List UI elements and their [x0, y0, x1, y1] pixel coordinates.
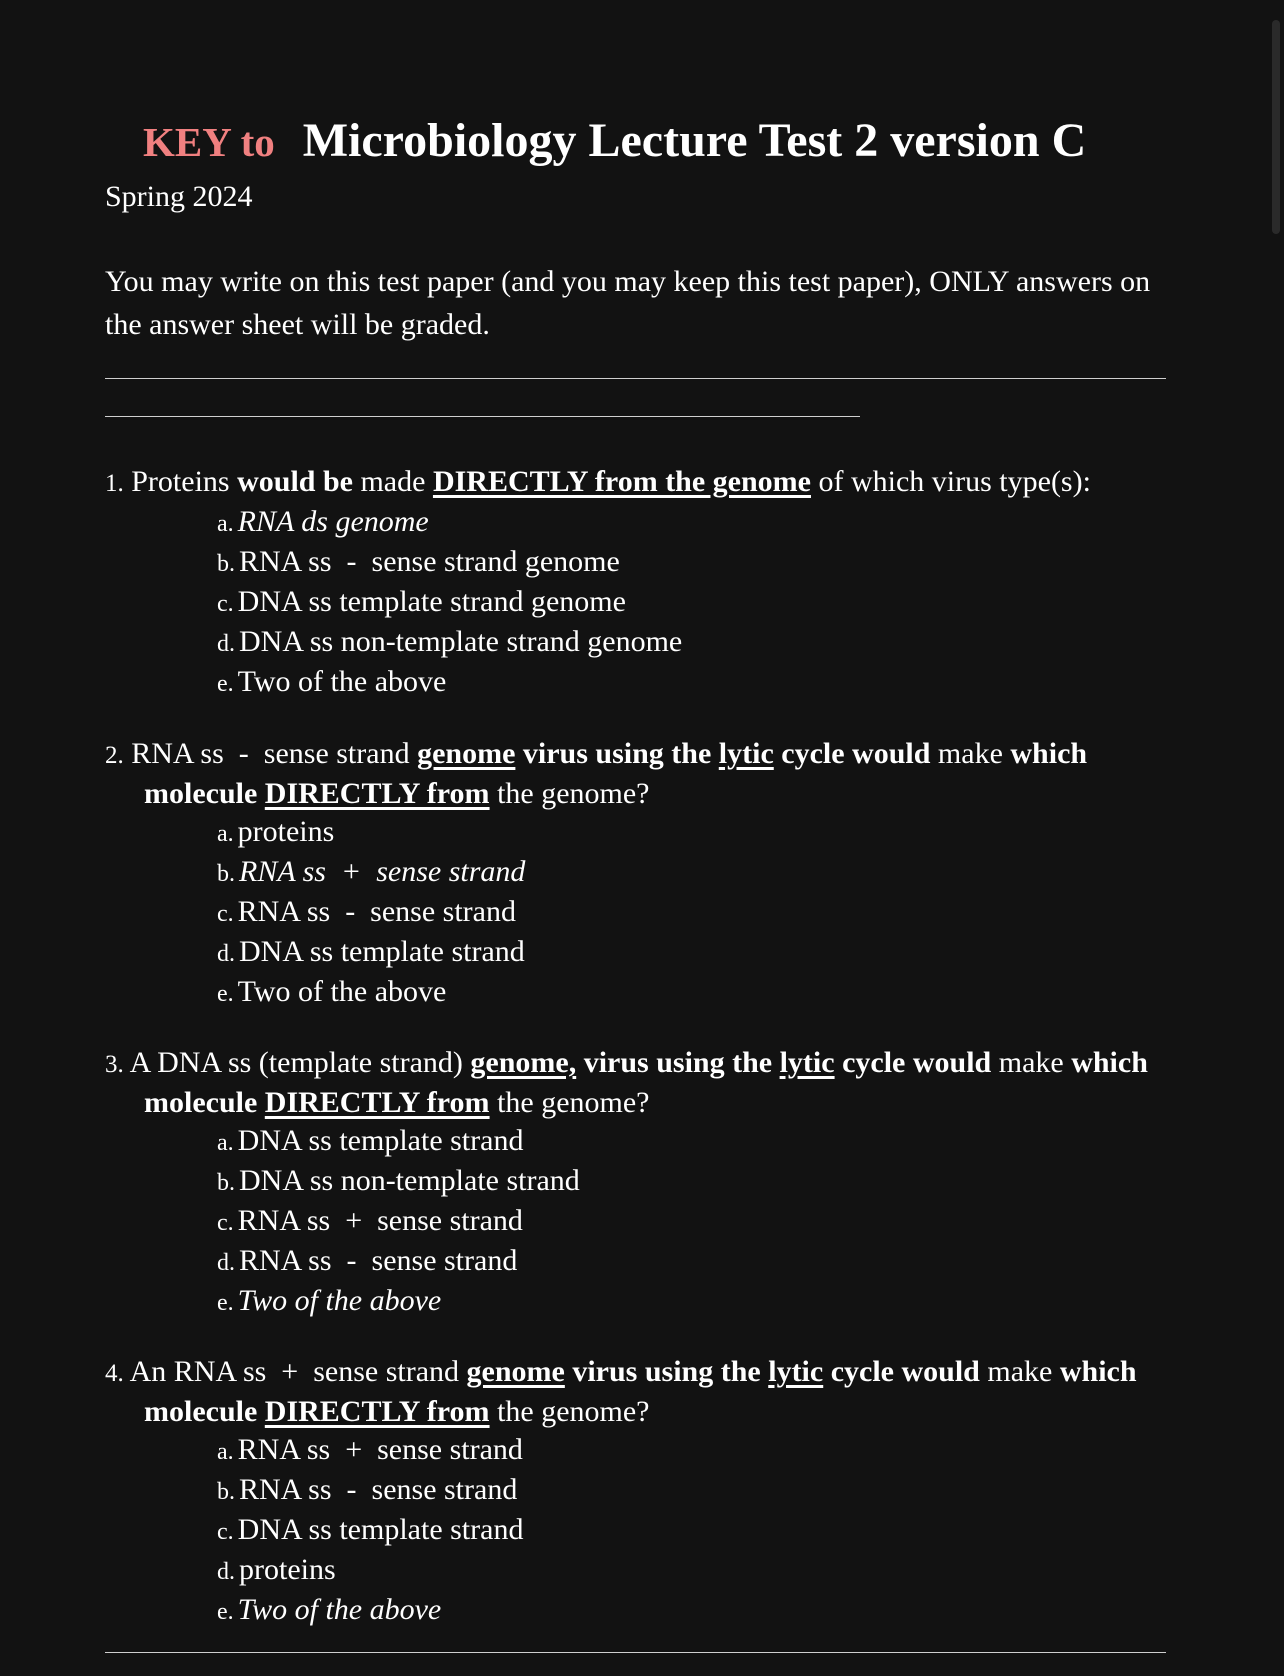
- question-1: [105, 463, 1185, 703]
- option-text: DNA ss template strand: [237, 1513, 524, 1546]
- option-text: DNA ss template strand: [237, 1124, 524, 1157]
- option-text: RNA ss - sense strand: [239, 1473, 518, 1506]
- divider-line: [105, 416, 860, 417]
- stem-bold: virus using the: [522, 737, 712, 770]
- stem-bold-underlined: genome: [417, 737, 516, 770]
- question-number: 1.: [105, 470, 124, 497]
- option-letter: b.: [217, 861, 235, 887]
- stem-text: A DNA ss (template strand): [129, 1046, 471, 1079]
- option-letter: c.: [217, 1210, 234, 1236]
- question-2: [105, 735, 1185, 1013]
- option-list: [105, 813, 1185, 1013]
- option-letter: d.: [217, 941, 235, 967]
- option-list: [105, 1122, 1185, 1322]
- question-3: [105, 1044, 1185, 1322]
- stem-text: [257, 1395, 265, 1428]
- question-number: 3.: [105, 1051, 124, 1078]
- option-b: [217, 1162, 1185, 1202]
- option-letter: a.: [217, 1439, 234, 1465]
- stem-text: Proteins: [131, 465, 238, 498]
- stem-text: [823, 1355, 831, 1388]
- stem-text: RNA ss - sense strand: [131, 737, 418, 770]
- stem-bold-underlined: genome,: [470, 1046, 577, 1079]
- option-text: Two of the above: [237, 665, 447, 698]
- option-letter: c.: [217, 901, 234, 927]
- stem-text: [515, 737, 523, 770]
- semester-label: Spring 2024: [105, 180, 253, 213]
- option-text: RNA ss + sense strand: [239, 855, 526, 888]
- option-list: [105, 503, 1185, 703]
- option-text: DNA ss template strand: [239, 935, 525, 968]
- stem-bold-underlined: lytic: [768, 1355, 824, 1388]
- stem-text: An RNA ss + sense strand: [129, 1355, 467, 1388]
- option-text: Two of the above: [237, 1593, 442, 1626]
- option-text: RNA ss + sense strand: [237, 1433, 523, 1466]
- stem-text: [576, 1046, 584, 1079]
- option-letter: b.: [217, 551, 235, 577]
- option-letter: a.: [217, 1130, 234, 1156]
- option-b: [217, 1471, 1185, 1511]
- option-letter: e.: [217, 1290, 234, 1316]
- option-text: proteins: [237, 815, 335, 848]
- option-letter: d.: [217, 1559, 235, 1585]
- stem-bold: which molecule: [144, 737, 1088, 810]
- stem-text: make: [979, 1355, 1060, 1388]
- option-text: RNA ss - sense strand: [237, 895, 516, 928]
- stem-text: [257, 777, 265, 810]
- stem-bold-underlined: DIRECTLY from: [264, 1395, 490, 1428]
- key-label: KEY to: [143, 119, 275, 165]
- option-text: DNA ss non-template strand: [239, 1164, 580, 1197]
- option-letter: c.: [217, 1519, 234, 1545]
- instructions-text: You may write on this test paper (and you may keep this test paper), ONLY answers on the answer sheet will be graded.: [105, 265, 1151, 341]
- option-d: [217, 623, 1185, 663]
- option-letter: b.: [217, 1479, 235, 1505]
- option-a: [217, 1122, 1185, 1162]
- option-text: RNA ss + sense strand: [237, 1204, 523, 1237]
- stem-text: [711, 737, 719, 770]
- option-letter: b.: [217, 1170, 235, 1196]
- option-text: RNA ss - sense strand genome: [239, 545, 620, 578]
- stem-bold: cycle would: [830, 1355, 980, 1388]
- option-a: [217, 1431, 1185, 1471]
- option-c: [217, 583, 1185, 623]
- stem-text: [772, 1046, 780, 1079]
- stem-text: the genome?: [489, 777, 650, 810]
- option-letter: a.: [217, 821, 234, 847]
- option-text: DNA ss non-template strand genome: [239, 625, 683, 658]
- option-e: [217, 1282, 1185, 1322]
- stem-bold: would be: [237, 465, 353, 498]
- stem-bold: which molecule: [144, 1046, 1148, 1119]
- option-text: RNA ss - sense strand: [239, 1244, 518, 1277]
- option-b: [217, 543, 1185, 583]
- stem-bold: virus using the: [572, 1355, 761, 1388]
- question-number: 2.: [105, 742, 124, 769]
- stem-text: make: [930, 737, 1011, 770]
- stem-bold-underlined: lytic: [779, 1046, 835, 1079]
- divider-line: [105, 1652, 1166, 1653]
- option-text: RNA ds genome: [237, 505, 429, 538]
- option-letter: c.: [217, 591, 234, 617]
- question-stem: [105, 735, 1185, 813]
- option-d: [217, 933, 1185, 973]
- stem-bold: virus using the: [583, 1046, 773, 1079]
- option-c: [217, 1511, 1185, 1551]
- option-e: [217, 1591, 1185, 1631]
- option-letter: e.: [217, 671, 234, 697]
- option-letter: d.: [217, 631, 235, 657]
- stem-bold-underlined: DIRECTLY from: [264, 777, 490, 810]
- option-b: [217, 853, 1185, 893]
- title-text: Microbiology Lecture Test 2 version C: [302, 114, 1087, 167]
- option-letter: a.: [217, 511, 234, 537]
- page-title: [143, 112, 1086, 170]
- question-4: [105, 1353, 1185, 1631]
- scrollbar[interactable]: [1272, 20, 1280, 234]
- stem-text: the genome?: [489, 1086, 650, 1119]
- option-list: [105, 1431, 1185, 1631]
- stem-text: the genome?: [489, 1395, 650, 1428]
- stem-text: of which virus type(s):: [810, 465, 1091, 498]
- option-text: DNA ss template strand genome: [237, 585, 626, 618]
- stem-bold: which molecule: [144, 1355, 1137, 1428]
- option-d: [217, 1242, 1185, 1282]
- stem-bold: cycle would: [781, 737, 931, 770]
- option-text: Two of the above: [237, 975, 447, 1008]
- question-number: 4.: [105, 1360, 124, 1387]
- option-a: [217, 503, 1185, 543]
- stem-text: [257, 1086, 265, 1119]
- stem-text: [835, 1046, 843, 1079]
- option-a: [217, 813, 1185, 853]
- stem-bold-underlined: DIRECTLY from the genome: [432, 465, 811, 498]
- option-letter: d.: [217, 1250, 235, 1276]
- question-stem: [105, 1044, 1185, 1122]
- stem-bold-underlined: genome: [466, 1355, 565, 1388]
- option-text: Two of the above: [237, 1284, 442, 1317]
- option-d: [217, 1551, 1185, 1591]
- option-letter: e.: [217, 1599, 234, 1625]
- divider-line: [105, 378, 1166, 379]
- option-letter: e.: [217, 981, 234, 1007]
- stem-bold: cycle would: [842, 1046, 992, 1079]
- option-text: proteins: [239, 1553, 336, 1586]
- stem-bold-underlined: lytic: [718, 737, 774, 770]
- option-c: [217, 1202, 1185, 1242]
- option-e: [217, 973, 1185, 1013]
- stem-bold-underlined: DIRECTLY from: [264, 1086, 490, 1119]
- question-stem: [105, 463, 1185, 503]
- stem-text: made: [352, 465, 433, 498]
- option-c: [217, 893, 1185, 933]
- question-stem: [105, 1353, 1185, 1431]
- option-e: [217, 663, 1185, 703]
- stem-text: make: [991, 1046, 1072, 1079]
